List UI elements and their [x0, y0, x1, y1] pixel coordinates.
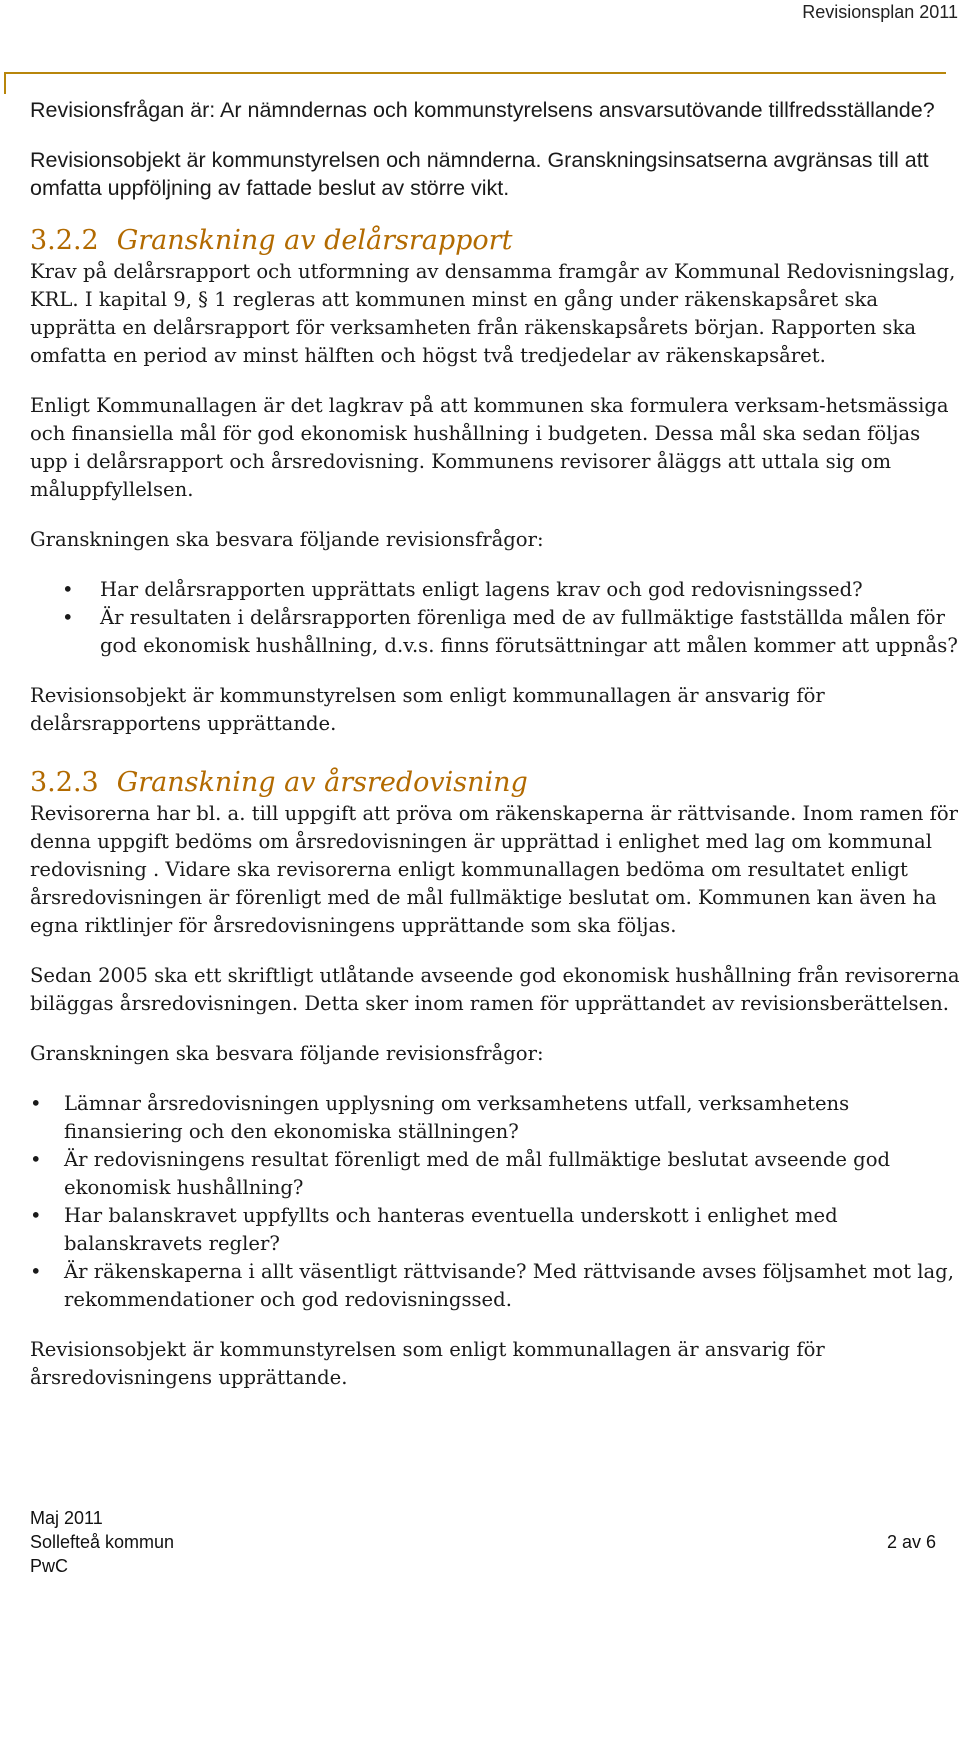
section-323-paragraph-2: Sedan 2005 ska ett skriftligt utlåtande avseende god ekonomisk hushållning från revisorerna biläggas årsredovisningen. Detta sker inom ramen för upprättandet av revisionsberättelsen.: [30, 964, 960, 1015]
section-322-paragraph-1: Krav på delårsrapport och utformning av densamma framgår av Kommunal Redovisningslag, KRL. I kapital 9, § 1 regleras att kommunen minst en gång under räkenskapsåret ska upprätta en delårsrapport för verksamheten från räkenskapsårets början. Rapporten ska omfatta en period av minst hälften och högst två tredjedelar av räkenskapsåret.: [30, 260, 956, 367]
list-item: • Lämnar årsredovisningen upplysning om verksamhetens utfall, verksamhetens finansiering och den ekonomiska ställningen?: [30, 1090, 960, 1146]
section-number: 3.2.2: [30, 225, 99, 256]
section-323-question-list: [30, 1090, 960, 1314]
section-heading-323: [30, 766, 960, 800]
section-323-paragraph-1: Revisorerna har bl. a. till uppgift att pröva om räkenskaperna är rättvisande. Inom ramen för denna uppgift bedöms om årsredovisningen är upprättad i enlighet med lag om kommunal redovisning . Vidare ska revisorerna enligt kommunallagen bedöma om resultatet enligt årsredovisningen är förenligt med de mål fullmäktige beslutat om. Kommunen kan även ha egna riktlinjer för årsredovisningens upprättande som ska följas.: [30, 802, 958, 937]
list-item: • Har delårsrapporten upprättats enligt lagens krav och god redovisningssed?: [30, 576, 960, 604]
page-footer: [30, 1506, 936, 1578]
section-title: Granskning av delårsrapport: [116, 225, 513, 256]
section-322-questions-intro: Granskningen ska besvara följande revisionsfrågor:: [30, 528, 544, 551]
section-heading-322: [30, 224, 960, 258]
section-322-object: Revisionsobjekt är kommunstyrelsen som enligt kommunallagen är ansvarig för delårsrapportens upprättande.: [30, 684, 825, 735]
section-number: 3.2.3: [30, 767, 99, 798]
section-322-paragraph-2: Enligt Kommunallagen är det lagkrav på att kommunen ska formulera verksam-hetsmässiga och finansiella mål för god ekonomisk hushållning i budgeten. Dessa mål ska sedan följas upp i delårsrapport och årsredovisning. Kommunens revisorer åläggs att uttala sig om måluppfyllelsen.: [30, 394, 949, 501]
page-content: [30, 96, 960, 1392]
section-323-questions-intro: Granskningen ska besvara följande revisionsfrågor:: [30, 1042, 544, 1065]
revision-question: Revisionsfrågan är: Ar nämndernas och kommunstyrelsens ansvarsutövande tillfredsställande?: [30, 98, 935, 122]
corner-rule-horizontal: [4, 72, 946, 74]
section-323-object: Revisionsobjekt är kommunstyrelsen som enligt kommunallagen är ansvarig för årsredovisningens upprättande.: [30, 1338, 825, 1389]
footer-date: Maj 2011: [30, 1508, 103, 1528]
list-item: • Är resultaten i delårsrapporten förenliga med de av fullmäktige fastställda målen för god ekonomisk hushållning, d.v.s. finns förutsättningar att målen kommer att uppnås?: [30, 604, 960, 660]
footer-organization: Sollefteå kommun: [30, 1532, 175, 1552]
section-title: Granskning av årsredovisning: [116, 767, 528, 798]
list-item: • Är räkenskaperna i allt väsentligt rättvisande? Med rättvisande avses följsamhet mot lag, rekommendationer och god redovisningssed.: [30, 1258, 960, 1314]
list-item: • Är redovisningens resultat förenligt med de mål fullmäktige beslutat avseende god ekonomisk hushållning?: [30, 1146, 960, 1202]
list-item: • Har balanskravet uppfyllts och hanteras eventuella underskott i enlighet med balanskravets regler?: [30, 1202, 960, 1258]
footer-page-number: 2 av 6: [886, 1532, 936, 1552]
section-322-question-list: [30, 576, 960, 660]
footer-row: [30, 1530, 936, 1554]
corner-rule-vertical: [4, 72, 6, 94]
revision-object: Revisionsobjekt är kommunstyrelsen och nämnderna. Granskningsinsatserna avgränsas till att omfatta uppföljning av fattade beslut av större vikt.: [30, 148, 929, 200]
footer-company: PwC: [30, 1556, 69, 1576]
page-header-title: Revisionsplan 2011: [802, 2, 958, 22]
